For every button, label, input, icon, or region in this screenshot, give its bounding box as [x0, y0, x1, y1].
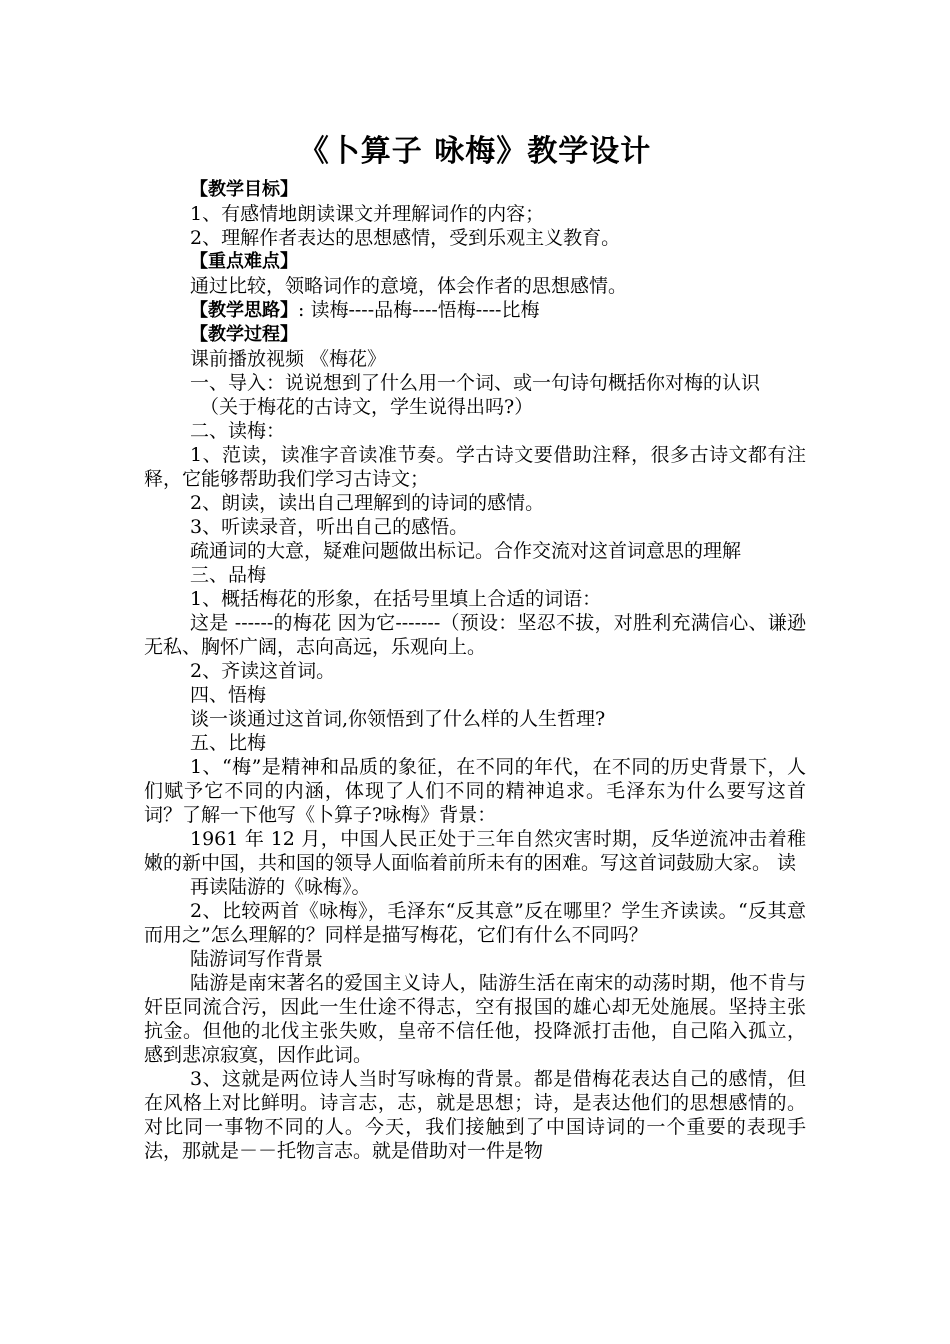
goal-item-1: 1、有感情地朗读课文并理解词作的内容；	[190, 203, 545, 225]
section-heading-key-points: 【重点难点】	[190, 251, 298, 272]
key-points-text: 通过比较，领略词作的意境，体会作者的思想感情。	[190, 275, 628, 297]
teaching-idea-text: : 读梅----品梅----悟梅----比梅	[298, 299, 540, 321]
process-paragraph: 疏通词的大意，疑难问题做出标记。合作交流对这首词意思的理解	[190, 540, 742, 562]
section-heading-process: 【教学过程】	[190, 324, 298, 345]
process-paragraph: 2、齐读这首词。	[190, 660, 336, 682]
process-paragraph: 再读陆游的《咏梅》。	[190, 876, 371, 898]
process-paragraph: 3、听读录音，听出自己的感悟。	[190, 516, 469, 538]
process-paragraph: 课前播放视频 《梅花》	[190, 348, 387, 370]
section-heading-goals: 【教学目标】	[190, 179, 298, 200]
process-paragraph: 1961 年 12 月，中国人民正处于三年自然灾害时期，反华逆流冲击着稚嫩的新中国，共和国的领导人面临着前所未有的困难。写这首词鼓励大家。 读	[144, 828, 806, 874]
process-paragraph: （关于梅花的古诗文，学生说得出吗?）	[200, 396, 534, 418]
section-heading-teaching-idea: 【教学思路】	[190, 300, 298, 321]
document-page	[144, 128, 806, 1163]
process-paragraph: 这是 ------的梅花 因为它-------（预设：坚忍不拔，对胜利充满信心、谦逊无私、胸怀广阔，志向高远，乐观向上。	[144, 612, 806, 658]
goal-item-2: 2、理解作者表达的思想感情，受到乐观主义教育。	[190, 227, 621, 249]
process-paragraph: 1、“梅”是精神和品质的象征，在不同的年代，在不同的历史背景下，人们赋予它不同的内涵，体现了人们不同的精神追求。毛泽东为什么要写这首词？了解一下他写《卜算子?咏梅》背景：	[144, 756, 806, 826]
process-paragraph: 谈一谈通过这首词,你领悟到了什么样的人生哲理?	[190, 708, 606, 730]
process-paragraph: 四、悟梅	[190, 684, 267, 706]
process-paragraph: 陆游是南宋著名的爱国主义诗人，陆游生活在南宋的动荡时期，他不肯与奸臣同流合污，因此一生仕途不得志，空有报国的雄心却无处施展。坚持主张抗金。但他的北伐主张失败，皇帝不信任他，投降派打击他，自己陷入孤立，感到悲凉寂寞，因作此词。	[144, 972, 806, 1066]
process-paragraph: 三、品梅	[190, 564, 267, 586]
process-paragraph: 一、导入：说说想到了什么用一个词、或一句诗句概括你对梅的认识	[190, 372, 761, 394]
document-title: 《卜算子 咏梅》教学设计	[298, 134, 652, 169]
process-paragraph: 3、这就是两位诗人当时写咏梅的背景。都是借梅花表达自己的感情，但在风格上对比鲜明。诗言志，志，就是思想；诗，是表达他们的思想感情的。对比同一事物不同的人。今天，我们接触到了中国诗词的一个重要的表现手法，那就是－－托物言志。就是借助对一件是物	[144, 1068, 806, 1162]
teaching-idea-line	[144, 298, 806, 323]
process-paragraph: 五、比梅	[190, 732, 267, 754]
process-paragraph: 陆游词写作背景	[190, 948, 324, 970]
process-paragraph: 2、朗读，读出自己理解到的诗词的感情。	[190, 492, 545, 514]
process-paragraph: 1、范读，读准字音读准节奏。学古诗文要借助注释，很多古诗文都有注释，它能够帮助我们学习古诗文；	[144, 444, 806, 490]
process-paragraph: 1、概括梅花的形象，在括号里填上合适的词语：	[190, 588, 602, 610]
process-paragraph: 二、读梅：	[190, 420, 286, 442]
process-paragraph: 2、比较两首《咏梅》，毛泽东“反其意”反在哪里？学生齐读读。“反其意而用之”怎么理解的？同样是描写梅花，它们有什么不同吗？	[144, 900, 806, 946]
